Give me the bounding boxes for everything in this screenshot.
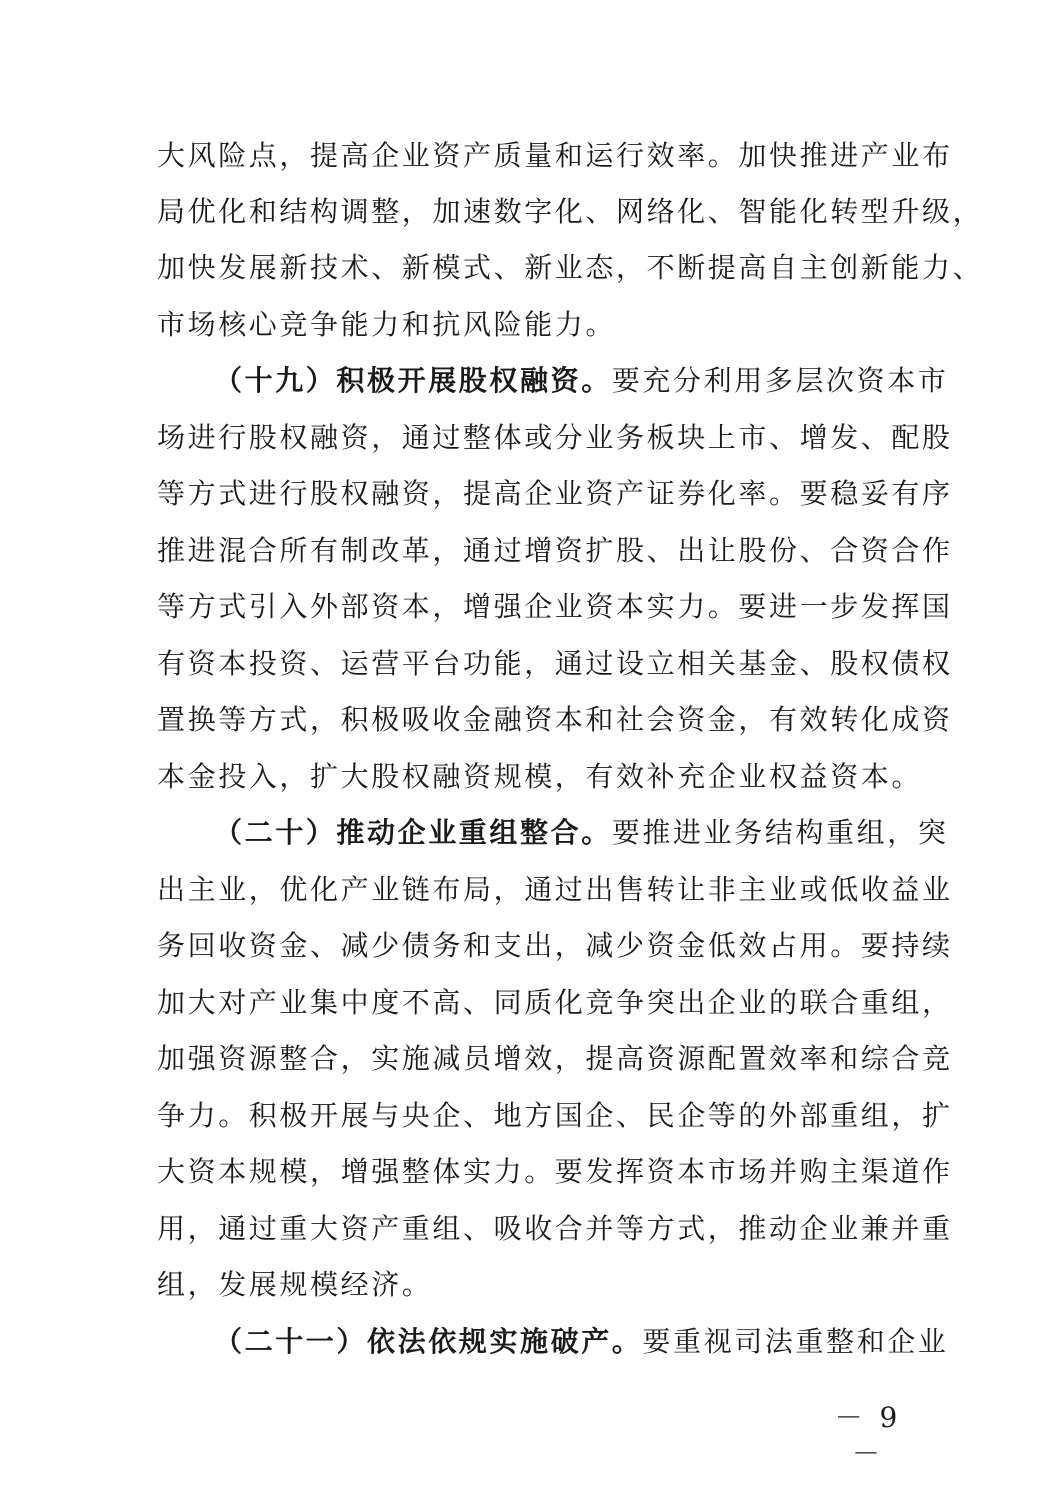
paragraph-line: 务回收资金、减少债务和支出，减少资金低效占用。要持续 <box>157 929 953 962</box>
paragraph-line: 加强资源整合，实施减员增效，提高资源配置效率和综合竞 <box>157 1042 953 1075</box>
section-21-first-line <box>214 1322 949 1362</box>
paragraph-line: 大风险点，提高企业资产质量和运行效率。加快推进产业布 <box>157 139 953 172</box>
paragraph-line: 出主业，优化产业链布局，通过出售转让非主业或低收益业 <box>157 873 953 906</box>
paragraph-line: 等方式进行股权融资，提高企业资产证券化率。要稳妥有序 <box>157 477 953 510</box>
paragraph-line: 有资本投资、运营平台功能，通过设立相关基金、股权债权 <box>157 647 953 680</box>
paragraph-line: 置换等方式，积极吸收金融资本和社会资金，有效转化成资 <box>157 703 953 736</box>
paragraph-line: 争力。积极开展与央企、地方国企、民企等的外部重组，扩 <box>157 1099 953 1132</box>
paragraph-line: 场进行股权融资，通过整体或分业务板块上市、增发、配股 <box>157 421 953 454</box>
paragraph-text: 要充分利用多层次资本市 <box>611 364 949 397</box>
section-heading-19: （十九）积极开展股权融资。 <box>214 364 612 397</box>
paragraph-text: 要推进业务结构重组，突 <box>611 816 949 849</box>
section-20-first-line <box>214 813 949 853</box>
paragraph-line: 用，通过重大资产重组、吸收合并等方式，推动企业兼并重 <box>157 1212 953 1245</box>
section-heading-21: （二十一）依法依规实施破产。 <box>214 1325 643 1358</box>
section-heading-20: （二十）推动企业重组整合。 <box>214 816 612 849</box>
paragraph-text: 要重视司法重整和企业 <box>642 1325 949 1358</box>
section-19-first-line <box>214 361 949 401</box>
paragraph-line: 大资本规模，增强整体实力。要发挥资本市场并购主渠道作 <box>157 1155 953 1188</box>
paragraph-line: 局优化和结构调整，加速数字化、网络化、智能化转型升级， <box>157 195 984 228</box>
page-number: － 9 － <box>834 1401 902 1470</box>
paragraph-line: 市场核心竞争能力和抗风险能力。 <box>157 308 617 341</box>
paragraph-line: 本金投入，扩大股权融资规模，有效补充企业权益资本。 <box>157 760 923 793</box>
paragraph-line: 组，发展规模经济。 <box>157 1268 433 1301</box>
paragraph-line: 推进混合所有制改革，通过增资扩股、出让股份、合资合作 <box>157 534 953 567</box>
paragraph-line: 等方式引入外部资本，增强企业资本实力。要进一步发挥国 <box>157 590 953 623</box>
paragraph-line: 加快发展新技术、新模式、新业态，不断提高自主创新能力、 <box>157 251 984 284</box>
paragraph-line: 加大对产业集中度不高、同质化竞争突出企业的联合重组， <box>157 986 953 1019</box>
